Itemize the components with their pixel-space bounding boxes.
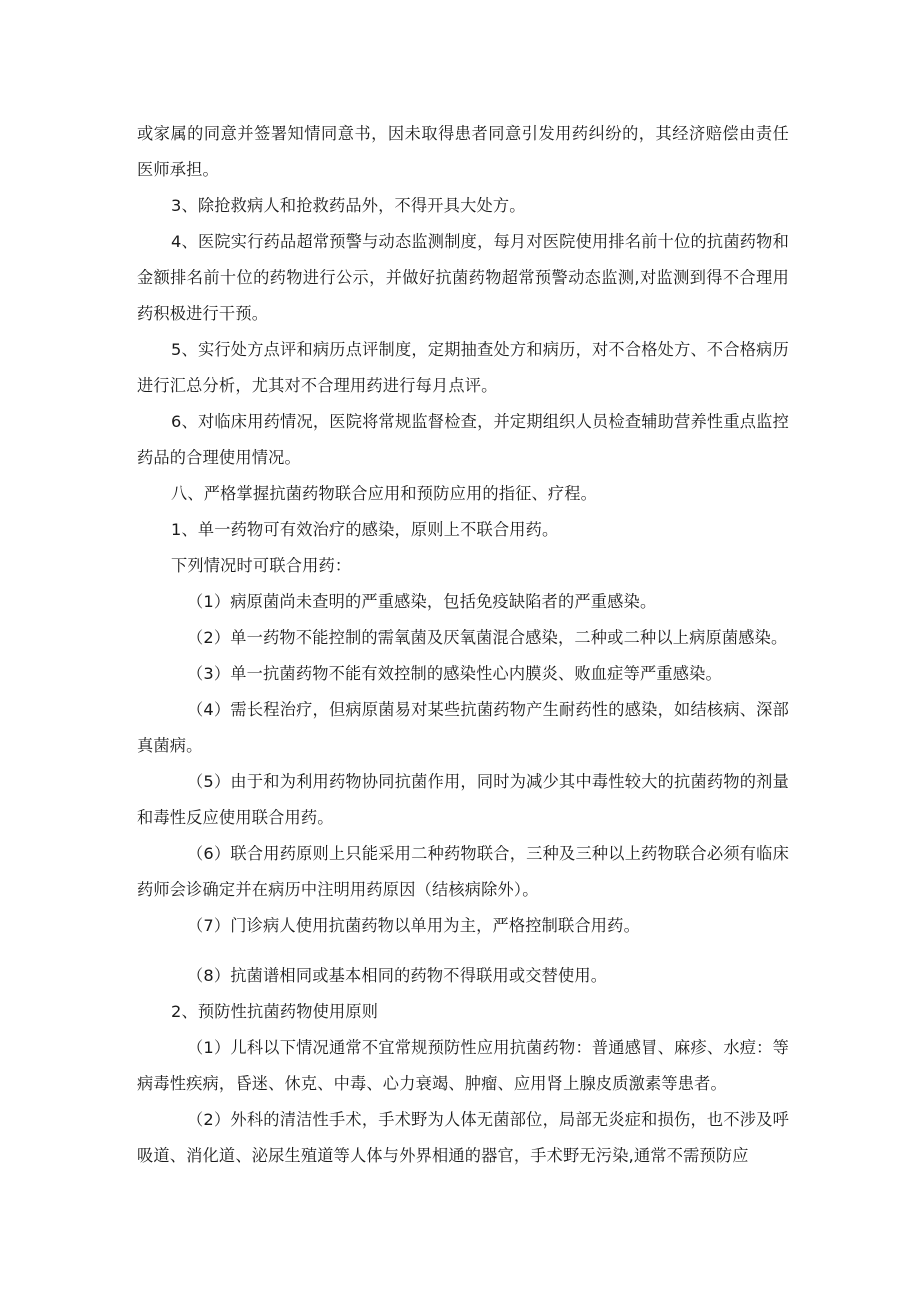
section-heading-8: 八、严格掌握抗菌药物联合应用和预防应用的指征、疗程。 [171,484,598,503]
paragraph-8-1: 1、单一药物可有效治疗的感染，原则上不联合用药。 [171,520,559,539]
document-page [137,116,789,1174]
paragraph-item-3: 3、除抢救病人和抢救药品外，不得开具大处方。 [171,196,526,215]
paragraph-item-5: 5、实行处方点评和病历点评制度，定期抽查处方和病历，对不合格处方、不合格病历进行汇总分析，尤其对不合理用药进行每月点评。 [137,340,789,395]
paragraph-item-6: 6、对临床用药情况，医院将常规监督检查，并定期组织人员检查辅助营养性重点监控药品的合理使用情况。 [137,412,789,467]
list-item-3: （3）单一抗菌药物不能有效控制的感染性心内膜炎、败血症等严重感染。 [187,664,722,683]
list-item-2: （2）单一药物不能控制的需氧菌及厌氧菌混合感染，二种或二种以上病原菌感染。 [187,628,788,647]
list-item-7: （7）门诊病人使用抗菌药物以单用为主，严格控制联合用药。 [187,916,640,935]
paragraph-8-2-2: （2）外科的清洁性手术，手术野为人体无菌部位，局部无炎症和损伤，也不涉及呼吸道、消化道、泌尿生殖道等人体与外界相通的器官，手术野无污染,通常不需预防应 [137,1110,789,1165]
paragraph-item-4: 4、医院实行药品超常预警与动态监测制度，每月对医院使用排名前十位的抗菌药物和金额排名前十位的药物进行公示，并做好抗菌药物超常预警动态监测,对监测到得不合理用药积极进行干预。 [137,232,789,323]
paragraph-continuation: 或家属的同意并签署知情同意书，因未取得患者同意引发用药纠纷的，其经济赔偿由责任医师承担。 [137,124,789,179]
paragraph-8-2: 2、预防性抗菌药物使用原则 [171,1002,379,1021]
list-item-5: （5）由于和为利用药物协同抗菌作用，同时为减少其中毒性较大的抗菌药物的剂量和毒性反应使用联合用药。 [137,772,789,827]
list-item-8: （8）抗菌谱相同或基本相同的药物不得联用或交替使用。 [187,966,608,985]
list-item-1: （1）病原菌尚未查明的严重感染，包括免疫缺陷者的严重感染。 [187,592,657,611]
list-item-4: （4）需长程治疗，但病原菌易对某些抗菌药物产生耐药性的感染，如结核病、深部真菌病。 [137,700,789,755]
list-item-6: （6）联合用药原则上只能采用二种药物联合，三种及三种以上药物联合必须有临床药师会诊确定并在病历中注明用药原因（结核病除外）。 [137,844,789,899]
paragraph-8-1-intro: 下列情况时可联合用药： [171,556,352,575]
paragraph-8-2-1: （1）儿科以下情况通常不宜常规预防性应用抗菌药物：普通感冒、麻疹、水痘：等病毒性疾病，昏迷、休克、中毒、心力衰竭、肿瘤、应用肾上腺皮质激素等患者。 [137,1038,789,1093]
